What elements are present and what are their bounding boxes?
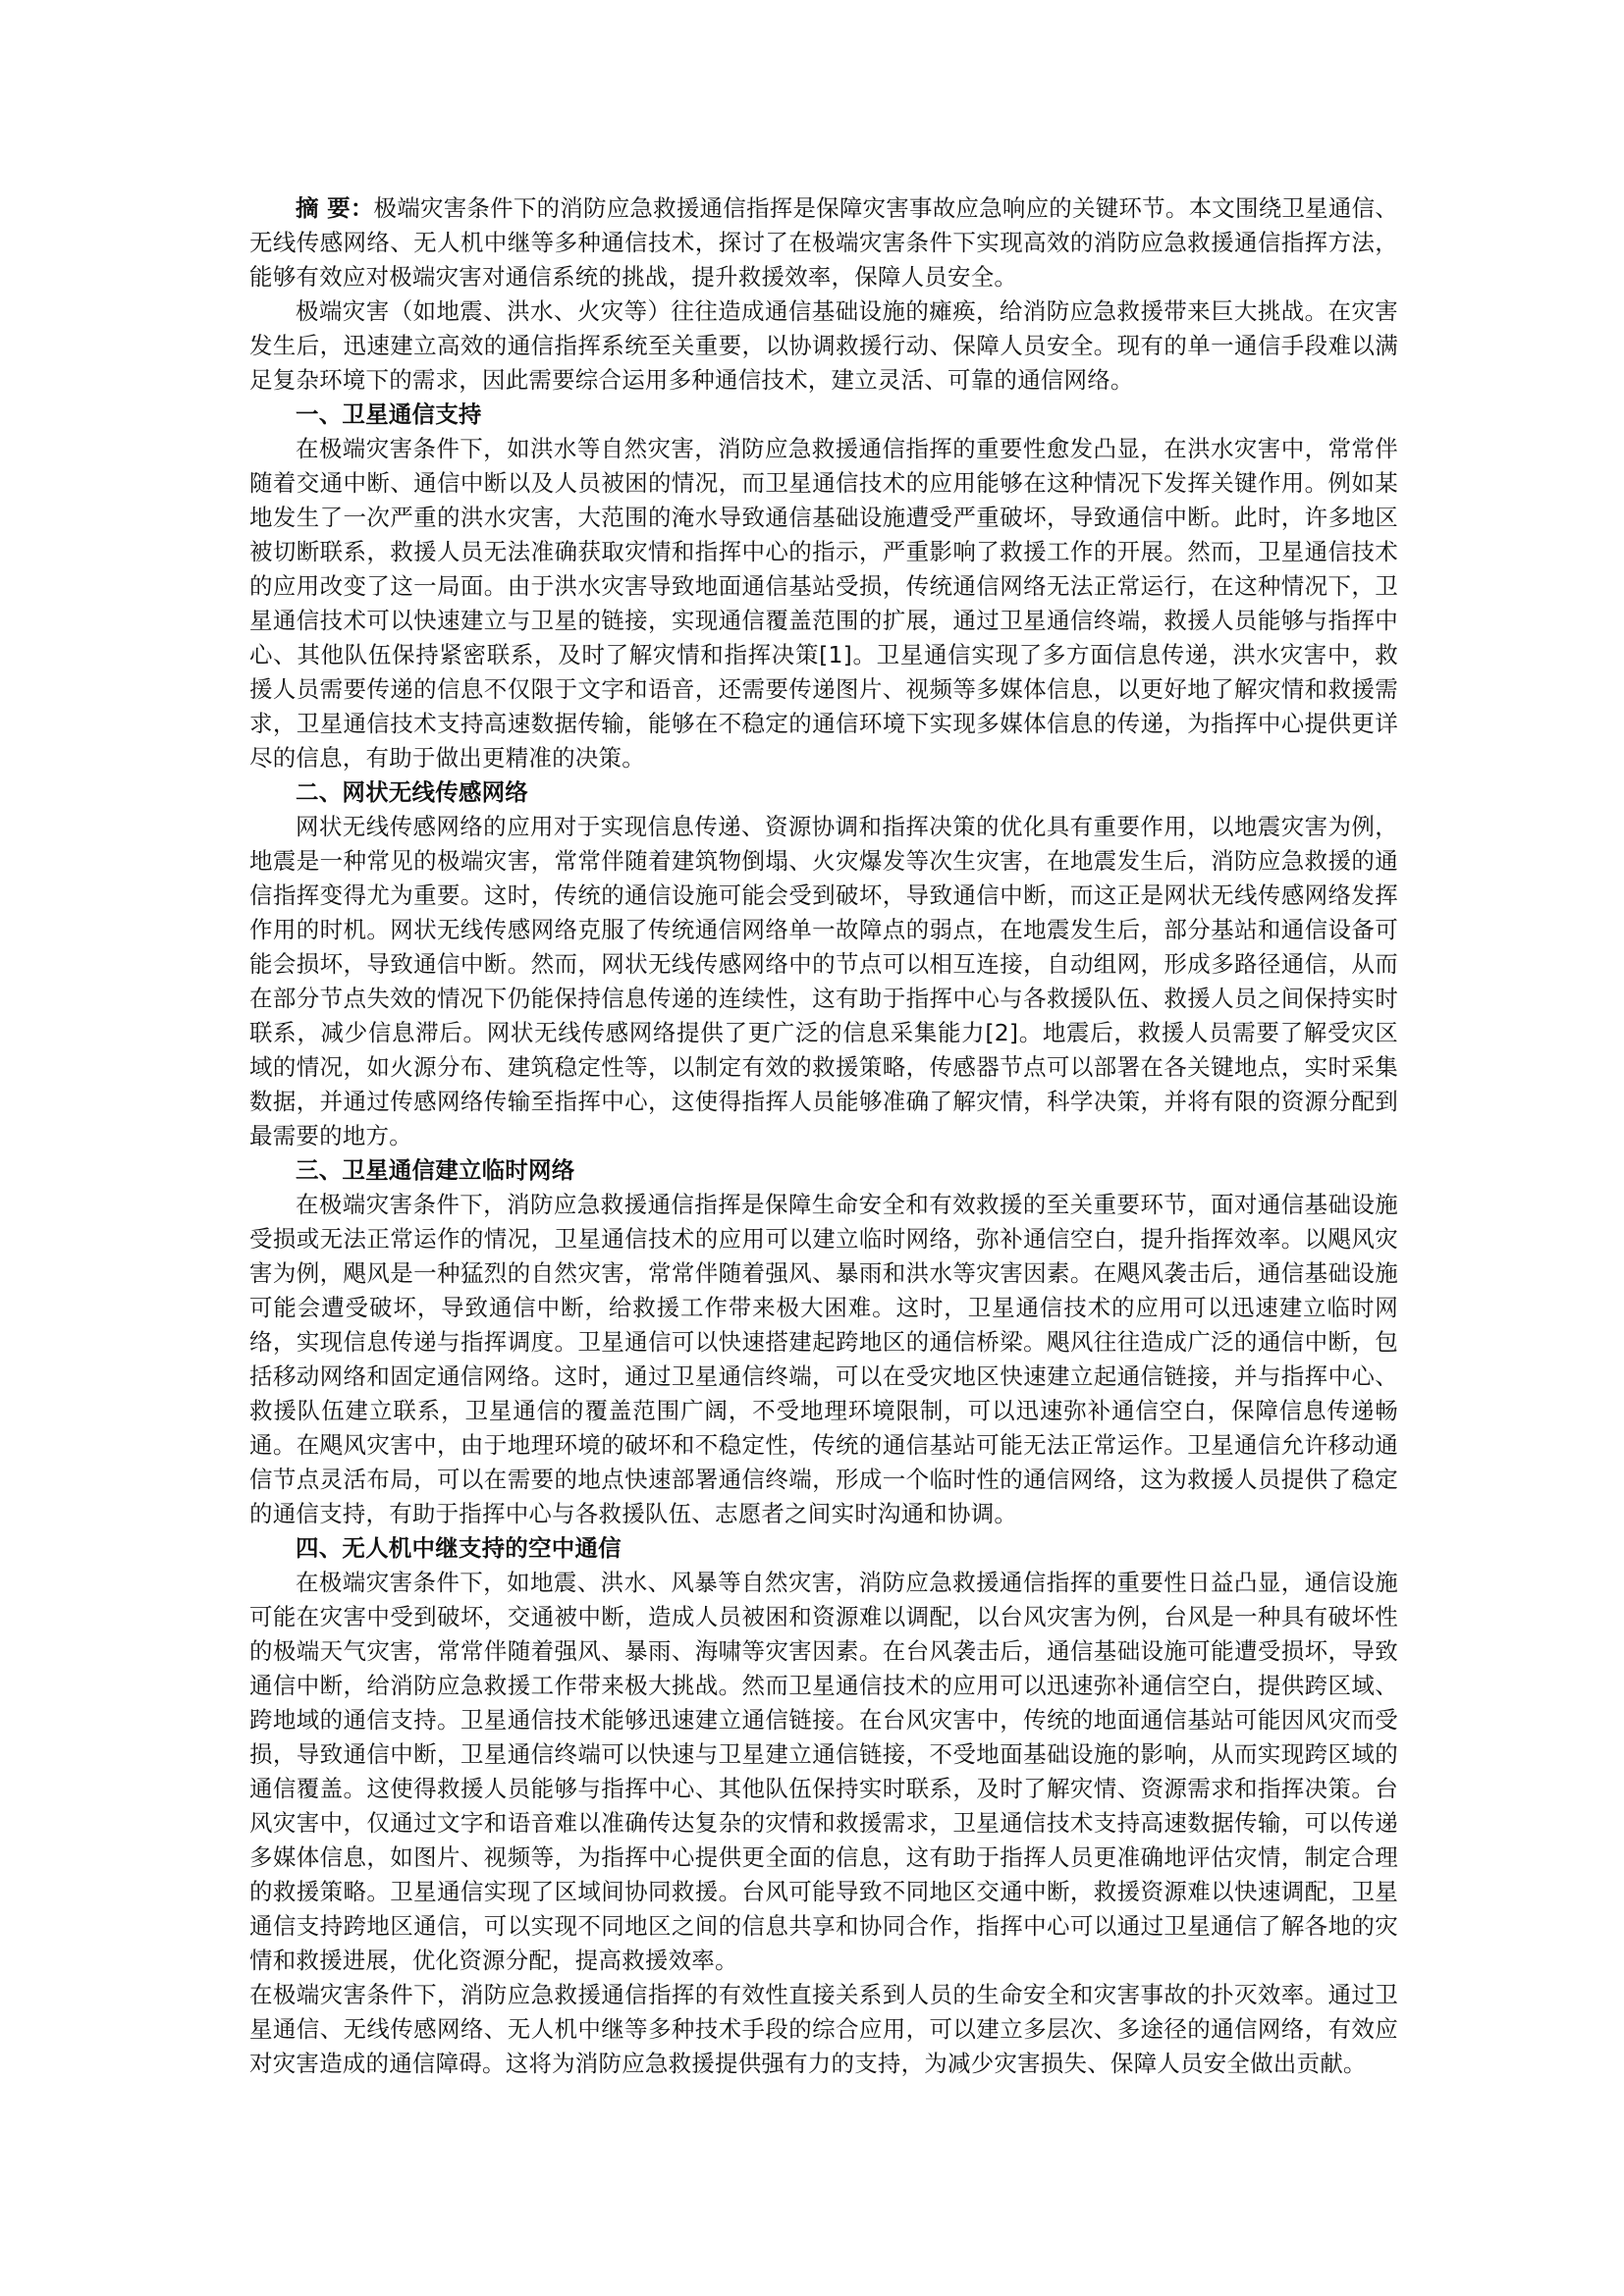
section-heading-2: 二、网状无线传感网络 [296, 778, 528, 806]
conclusion-paragraph: 在极端灾害条件下，消防应急救援通信指挥的有效性直接关系到人员的生命安全和灾害事故的扑灭效率。通过卫星通信、无线传感网络、无人机中继等多种技术手段的综合应用，可以建立多层次、多途径的通信网络，有效应对灾害造成的通信障碍。这将为消防应急救援提供强有力的支持，为减少灾害损失、保障人员安全做出贡献。 [249, 1981, 1398, 2077]
document-page [249, 191, 1398, 2081]
section-heading-4: 四、无人机中继支持的空中通信 [296, 1534, 622, 1562]
abstract-label: 摘 要： [296, 194, 374, 222]
section-heading-1: 一、卫星通信支持 [296, 400, 482, 428]
section-heading-3: 三、卫星通信建立临时网络 [296, 1156, 575, 1184]
intro-paragraph: 极端灾害（如地震、洪水、火灾等）往往造成通信基础设施的瘫痪，给消防应急救援带来巨大挑战。在灾害发生后，迅速建立高效的通信指挥系统至关重要，以协调救援行动、保障人员安全。现有的单一通信手段难以满足复杂环境下的需求，因此需要综合运用多种通信技术，建立灵活、可靠的通信网络。 [249, 297, 1398, 394]
section-body-1: 在极端灾害条件下，如洪水等自然灾害，消防应急救援通信指挥的重要性愈发凸显，在洪水灾害中，常常伴随着交通中断、通信中断以及人员被困的情况，而卫星通信技术的应用能够在这种情况下发挥关键作用。例如某地发生了一次严重的洪水灾害，大范围的淹水导致通信基础设施遭受严重破坏，导致通信中断。此时，许多地区被切断联系，救援人员无法准确获取灾情和指挥中心的指示，严重影响了救援工作的开展。然而，卫星通信技术的应用改变了这一局面。由于洪水灾害导致地面通信基站受损，传统通信网络无法正常运行，在这种情况下，卫星通信技术可以快速建立与卫星的链接，实现通信覆盖范围的扩展，通过卫星通信终端，救援人员能够与指挥中心、其他队伍保持紧密联系，及时了解灾情和指挥决策[1]。卫星通信实现了多方面信息传递，洪水灾害中，救援人员需要传递的信息不仅限于文字和语音，还需要传递图片、视频等多媒体信息，以更好地了解灾情和救援需求，卫星通信技术支持高速数据传输，能够在不稳定的通信环境下实现多媒体信息的传递，为指挥中心提供更详尽的信息，有助于做出更精准的决策。 [249, 435, 1398, 772]
section-body-4: 在极端灾害条件下，如地震、洪水、风暴等自然灾害，消防应急救援通信指挥的重要性日益凸显，通信设施可能在灾害中受到破坏，交通被中断，造成人员被困和资源难以调配，以台风灾害为例，台风是一种具有破坏性的极端天气灾害，常常伴随着强风、暴雨、海啸等灾害因素。在台风袭击后，通信基础设施可能遭受损坏，导致通信中断，给消防应急救援工作带来极大挑战。然而卫星通信技术的应用可以迅速弥补通信空白，提供跨区域、跨地域的通信支持。卫星通信技术能够迅速建立通信链接。在台风灾害中，传统的地面通信基站可能因风灾而受损，导致通信中断，卫星通信终端可以快速与卫星建立通信链接，不受地面基础设施的影响，从而实现跨区域的通信覆盖。这使得救援人员能够与指挥中心、其他队伍保持实时联系，及时了解灾情、资源需求和指挥决策。台风灾害中，仅通过文字和语音难以准确传达复杂的灾情和救援需求，卫星通信技术支持高速数据传输，可以传递多媒体信息，如图片、视频等，为指挥中心提供更全面的信息，这有助于指挥人员更准确地评估灾情，制定合理的救援策略。卫星通信实现了区域间协同救援。台风可能导致不同地区交通中断，救援资源难以快速调配，卫星通信支持跨地区通信，可以实现不同地区之间的信息共享和协同合作，指挥中心可以通过卫星通信了解各地的灾情和救援进展，优化资源分配，提高救援效率。 [249, 1569, 1398, 1974]
section-body-3: 在极端灾害条件下，消防应急救援通信指挥是保障生命安全和有效救援的至关重要环节，面对通信基础设施受损或无法正常运作的情况，卫星通信技术的应用可以建立临时网络，弥补通信空白，提升指挥效率。以飓风灾害为例，飓风是一种猛烈的自然灾害，常常伴随着强风、暴雨和洪水等灾害因素。在飓风袭击后，通信基础设施可能会遭受破坏，导致通信中断，给救援工作带来极大困难。这时，卫星通信技术的应用可以迅速建立临时网络，实现信息传递与指挥调度。卫星通信可以快速搭建起跨地区的通信桥梁。飓风往往造成广泛的通信中断，包括移动网络和固定通信网络。这时，通过卫星通信终端，可以在受灾地区快速建立起通信链接，并与指挥中心、救援队伍建立联系，卫星通信的覆盖范围广阔，不受地理环境限制，可以迅速弥补通信空白，保障信息传递畅通。在飓风灾害中，由于地理环境的破坏和不稳定性，传统的通信基站可能无法正常运作。卫星通信允许移动通信节点灵活布局，可以在需要的地点快速部署通信终端，形成一个临时性的通信网络，这为救援人员提供了稳定的通信支持，有助于指挥中心与各救援队伍、志愿者之间实时沟通和协调。 [249, 1191, 1398, 1527]
abstract-text: 极端灾害条件下的消防应急救援通信指挥是保障灾害事故应急响应的关键环节。本文围绕卫星通信、无线传感网络、无人机中继等多种通信技术，探讨了在极端灾害条件下实现高效的消防应急救援通信指挥方法，能够有效应对极端灾害对通信系统的挑战，提升救援效率，保障人员安全。 [249, 194, 1398, 291]
abstract-paragraph [249, 191, 1398, 294]
section-body-2: 网状无线传感网络的应用对于实现信息传递、资源协调和指挥决策的优化具有重要作用，以地震灾害为例，地震是一种常见的极端灾害，常常伴随着建筑物倒塌、火灾爆发等次生灾害，在地震发生后，消防应急救援的通信指挥变得尤为重要。这时，传统的通信设施可能会受到破坏，导致通信中断，而这正是网状无线传感网络发挥作用的时机。网状无线传感网络克服了传统通信网络单一故障点的弱点，在地震发生后，部分基站和通信设备可能会损坏，导致通信中断。然而，网状无线传感网络中的节点可以相互连接，自动组网，形成多路径通信，从而在部分节点失效的情况下仍能保持信息传递的连续性，这有助于指挥中心与各救援队伍、救援人员之间保持实时联系，减少信息滞后。网状无线传感网络提供了更广泛的信息采集能力[2]。地震后，救援人员需要了解受灾区域的情况，如火源分布、建筑稳定性等，以制定有效的救援策略，传感器节点可以部署在各关键地点，实时采集数据，并通过传感网络传输至指挥中心，这使得指挥人员能够准确了解灾情，科学决策，并将有限的资源分配到最需要的地方。 [249, 813, 1398, 1149]
